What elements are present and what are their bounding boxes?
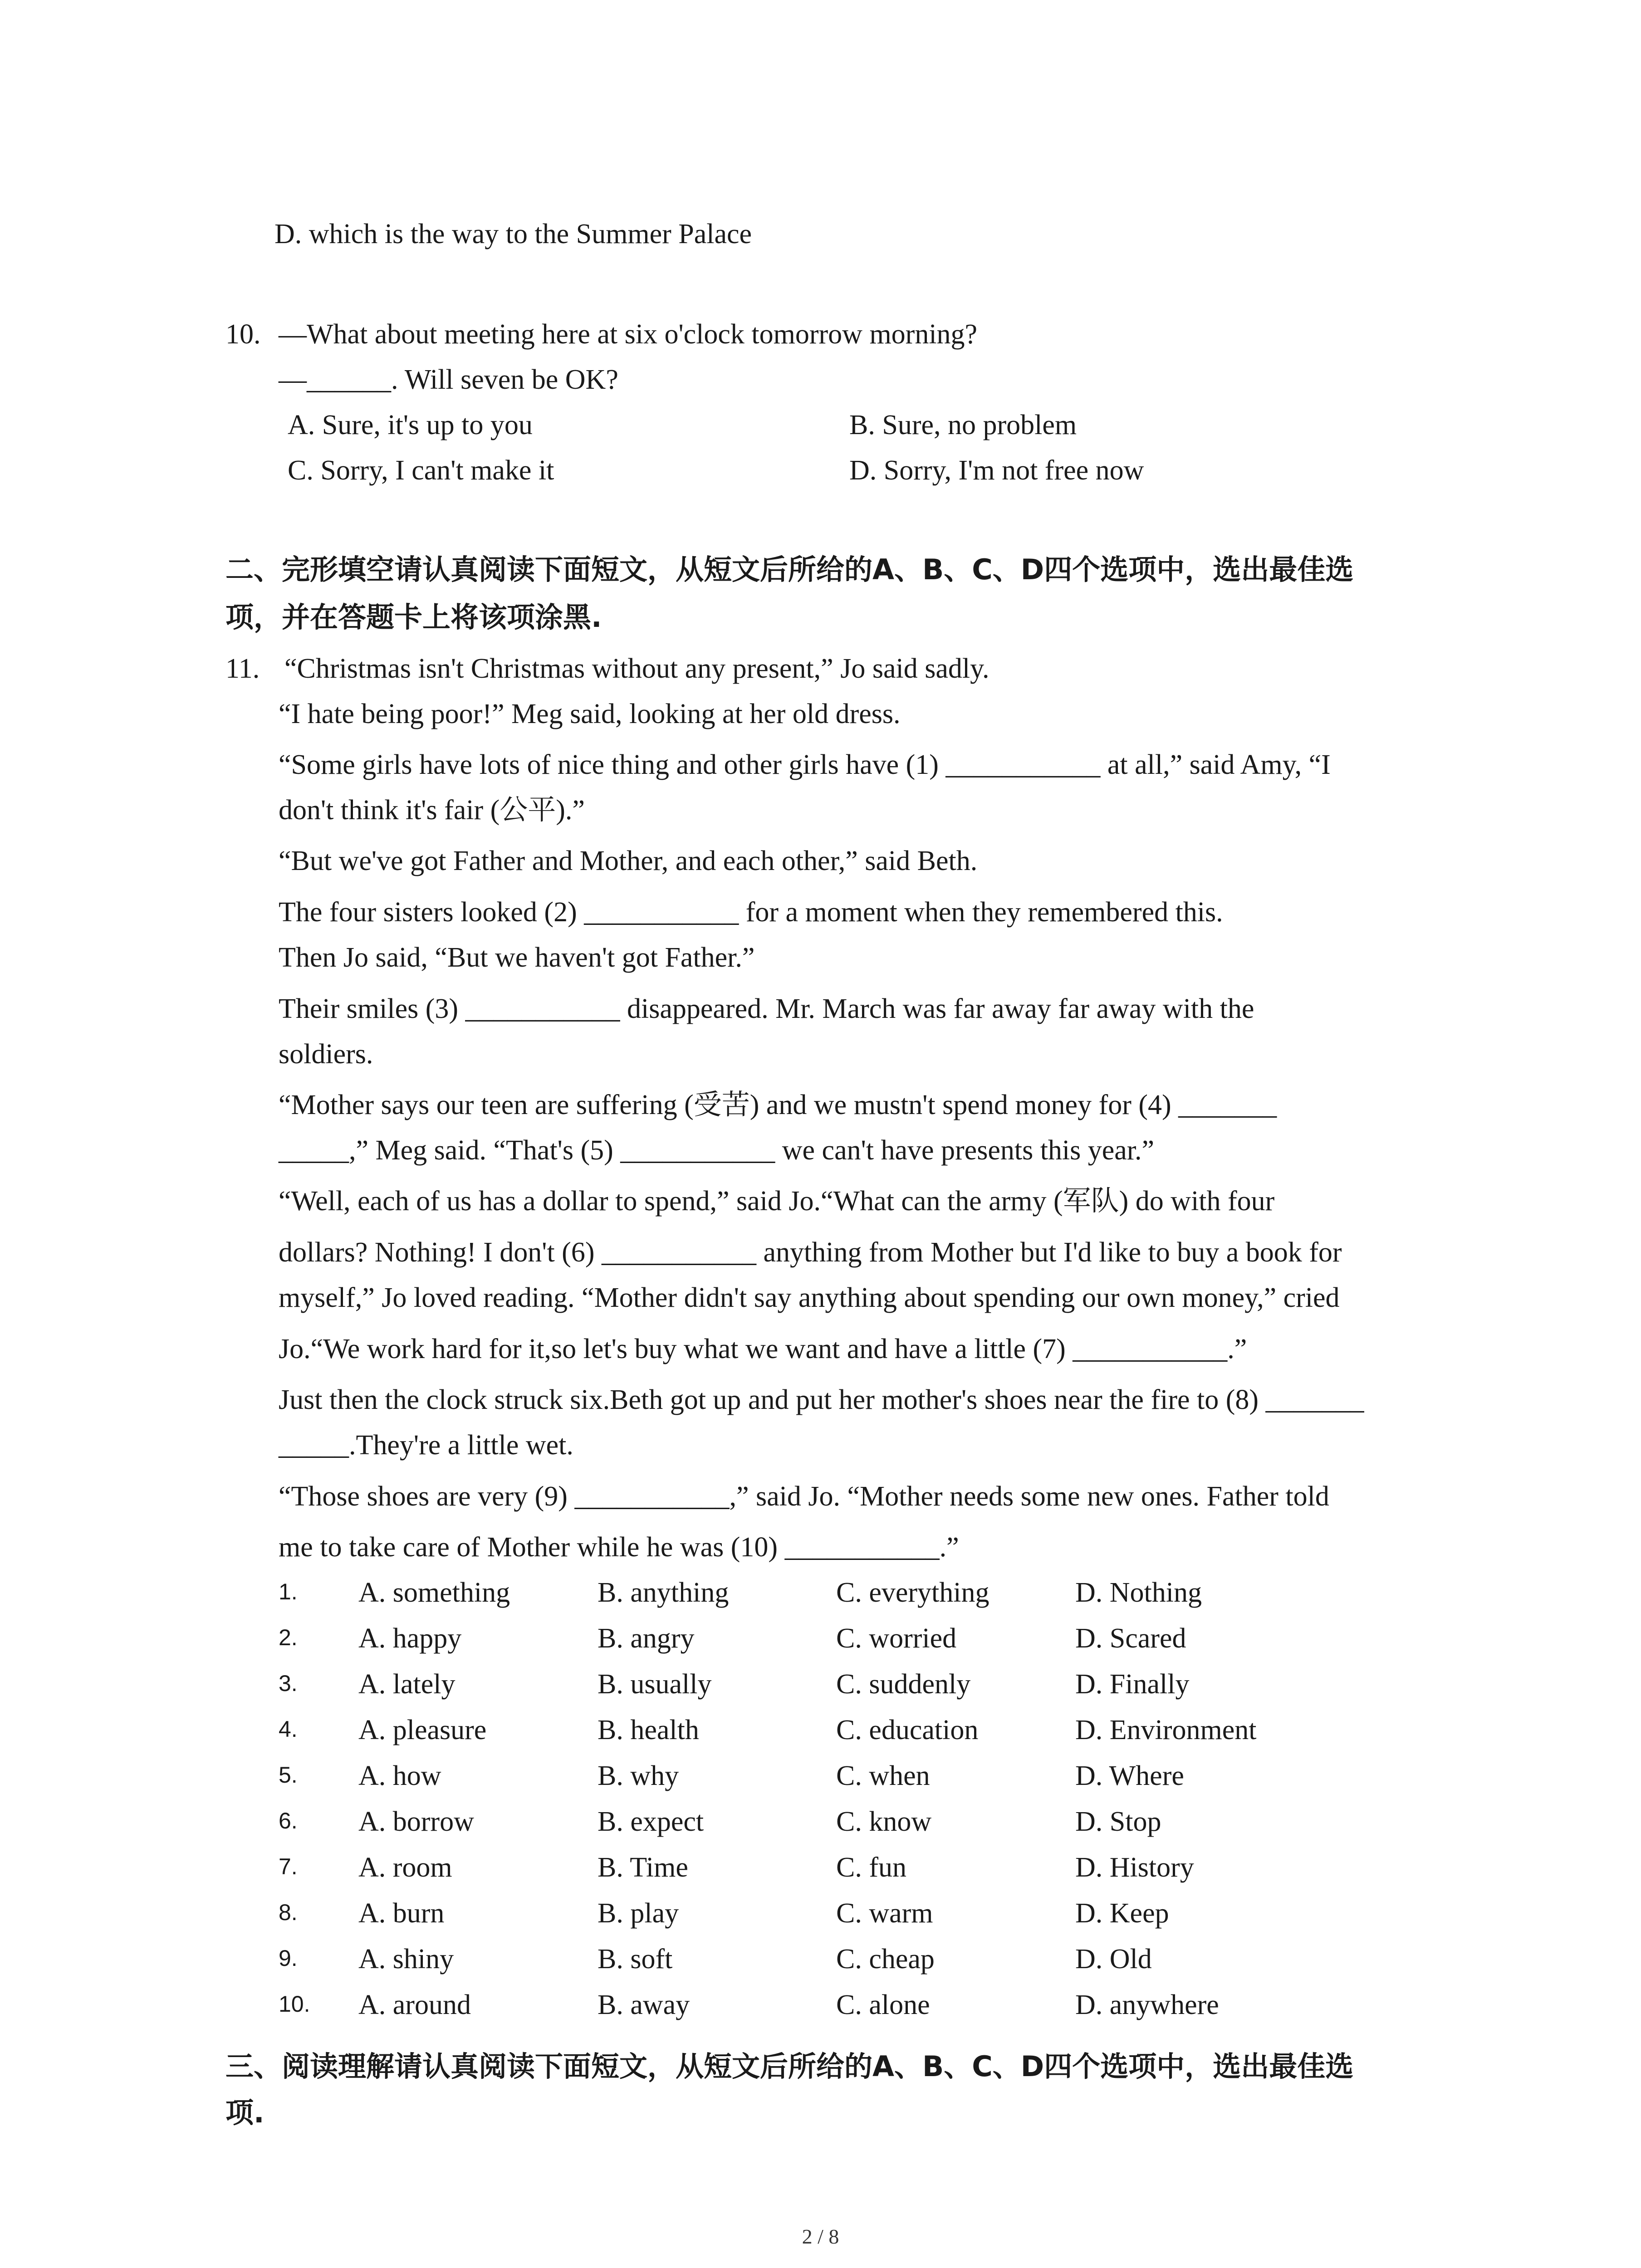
passage-line: “But we've got Father and Mother, and each other,” said Beth. (279, 846, 978, 876)
option-d: D. Where (1075, 1760, 1184, 1791)
passage-line: me to take care of Mother while he was (10) ___________.” (279, 1532, 959, 1563)
option-a: A. something (358, 1577, 510, 1608)
passage-line: “Those shoes are very (9) ___________,” said Jo. “Mother needs some new ones. Father told (279, 1481, 1329, 1512)
option-b: B. soft (598, 1944, 673, 1975)
q10-number: 10. (225, 319, 261, 350)
q10-option-d: D. Sorry, I'm not free now (849, 455, 1144, 486)
option-row-number: 7. (279, 1854, 298, 1879)
option-a: A. happy (358, 1623, 462, 1654)
option-c: C. worried (836, 1623, 957, 1654)
option-a: A. how (358, 1760, 441, 1791)
option-a: A. borrow (358, 1806, 474, 1837)
option-a: A. room (358, 1852, 452, 1883)
passage-line: soldiers. (279, 1039, 373, 1070)
option-row-number: 10. (279, 1991, 310, 2017)
option-a: A. lately (358, 1669, 456, 1700)
option-d: D. Stop (1075, 1806, 1161, 1837)
option-b: B. health (598, 1715, 699, 1745)
passage-line: “Some girls have lots of nice thing and other girls have (1) ___________ at all,” said Amy, “I (279, 749, 1331, 780)
option-d: D. Scared (1075, 1623, 1186, 1654)
option-d: D. Environment (1075, 1715, 1257, 1745)
q10-option-c: C. Sorry, I can't make it (288, 455, 554, 486)
option-c: C. fun (836, 1852, 906, 1883)
option-b: B. play (598, 1898, 679, 1929)
option-row-number: 6. (279, 1808, 298, 1833)
option-d: D. Keep (1075, 1898, 1169, 1929)
section3-heading-line1: 三、阅读理解请认真阅读下面短文，从短文后所给的A、B、C、D四个选项中，选出最佳选 (225, 2050, 1354, 2083)
passage-line: “Christmas isn't Christmas without any present,” Jo said sadly. (284, 653, 989, 684)
option-c: C. cheap (836, 1944, 935, 1975)
option-b: B. expect (598, 1806, 704, 1837)
option-c: C. know (836, 1806, 932, 1837)
q10-option-b: B. Sure, no problem (849, 410, 1077, 440)
option-c: C. education (836, 1715, 979, 1745)
q10-reply: —______. Will seven be OK? (279, 364, 618, 395)
section2-heading-line1: 二、完形填空请认真阅读下面短文，从短文后所给的A、B、C、D四个选项中，选出最佳选 (225, 553, 1354, 586)
q9-option-d: D. which is the way to the Summer Palace (274, 219, 752, 249)
passage-line: don't think it's fair (公平).” (279, 795, 585, 826)
option-row-number: 4. (279, 1716, 298, 1742)
option-c: C. suddenly (836, 1669, 971, 1700)
option-b: B. away (598, 1989, 690, 2020)
option-d: D. Finally (1075, 1669, 1190, 1700)
option-d: D. History (1075, 1852, 1194, 1883)
passage-line: Just then the clock struck six.Beth got up and put her mother's shoes near the fire to (8) _______ (279, 1384, 1364, 1415)
option-c: C. everything (836, 1577, 989, 1608)
passage-line: _____,” Meg said. “That's (5) ___________ we can't have presents this year.” (279, 1135, 1155, 1166)
option-row-number: 9. (279, 1945, 298, 1971)
option-b: B. anything (598, 1577, 729, 1608)
option-c: C. warm (836, 1898, 933, 1929)
passage-line: dollars? Nothing! I don't (6) ___________ anything from Mother but I'd like to buy a book for (279, 1237, 1342, 1268)
section3-heading-line2: 项. (225, 2096, 265, 2129)
option-c: C. alone (836, 1989, 930, 2020)
option-c: C. when (836, 1760, 930, 1791)
passage-line: “Mother says our teen are suffering (受苦) and we mustn't spend money for (4) _______ (279, 1090, 1277, 1120)
option-d: D. Old (1075, 1944, 1152, 1975)
option-d: D. Nothing (1075, 1577, 1202, 1608)
passage-line: myself,” Jo loved reading. “Mother didn't say anything about spending our own money,” cried (279, 1282, 1340, 1313)
passage-line: Jo.“We work hard for it,so let's buy what we want and have a little (7) ___________.” (279, 1334, 1247, 1364)
q10-option-a: A. Sure, it's up to you (288, 410, 533, 440)
page-number: 2 / 8 (802, 2225, 839, 2248)
option-row-number: 1. (279, 1579, 298, 1604)
option-a: A. around (358, 1989, 471, 2020)
passage-line: The four sisters looked (2) ___________ for a moment when they remembered this. (279, 897, 1223, 928)
section2-heading-line2: 项，并在答题卡上将该项涂黑. (225, 601, 602, 634)
q10-stem: —What about meeting here at six o'clock tomorrow morning? (279, 319, 978, 350)
option-d: D. anywhere (1075, 1989, 1219, 2020)
q11-number: 11. (225, 653, 260, 684)
option-b: B. Time (598, 1852, 688, 1883)
passage-line: “I hate being poor!” Meg said, looking at her old dress. (279, 699, 901, 729)
option-b: B. why (598, 1760, 679, 1791)
option-b: B. angry (598, 1623, 695, 1654)
option-row-number: 5. (279, 1762, 298, 1788)
passage-line: Then Jo said, “But we haven't got Father.” (279, 942, 755, 973)
passage-line: “Well, each of us has a dollar to spend,” said Jo.“What can the army (军队) do with four (279, 1186, 1275, 1217)
option-a: A. burn (358, 1898, 445, 1929)
option-a: A. shiny (358, 1944, 454, 1975)
option-b: B. usually (598, 1669, 712, 1700)
passage-line: _____.They're a little wet. (279, 1430, 573, 1461)
option-row-number: 3. (279, 1671, 298, 1696)
option-a: A. pleasure (358, 1715, 487, 1745)
option-row-number: 8. (279, 1900, 298, 1925)
option-row-number: 2. (279, 1625, 298, 1650)
passage-line: Their smiles (3) ___________ disappeared. Mr. March was far away far away with the (279, 993, 1254, 1024)
